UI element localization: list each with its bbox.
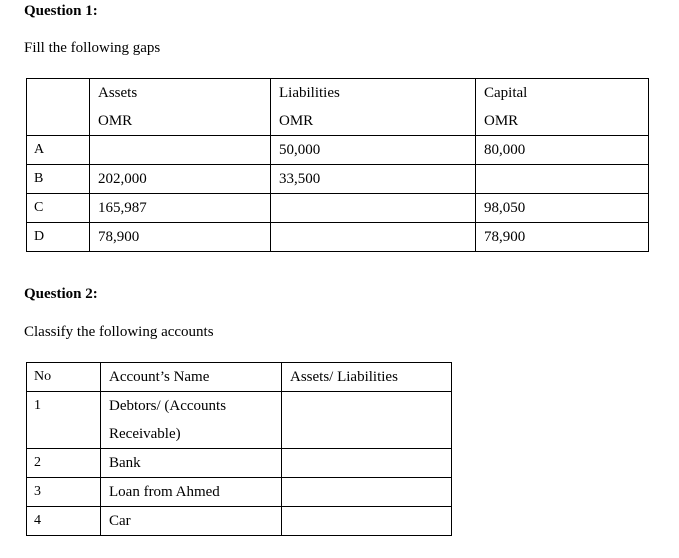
account-name-cell: Car: [101, 507, 282, 536]
account-name-line: Receivable): [109, 426, 181, 442]
assets-cell: [90, 136, 271, 165]
header-capital-title: Capital: [484, 85, 528, 101]
table-row: [27, 449, 452, 478]
classification-cell: [282, 507, 452, 536]
question1-table: [26, 78, 649, 252]
question1-instruction: Fill the following gaps: [24, 40, 161, 56]
header-no: No: [27, 363, 101, 392]
table-row: [27, 478, 452, 507]
table-header-row: [27, 363, 452, 392]
question2-instruction: Classify the following accounts: [24, 324, 214, 340]
capital-cell: [476, 165, 649, 194]
header-liabilities-unit: OMR: [279, 113, 314, 129]
question1-heading: Question 1:: [24, 3, 98, 19]
question2-table: [26, 362, 452, 536]
table-row: [27, 223, 649, 252]
classification-cell: [282, 449, 452, 478]
header-capital: [476, 79, 649, 136]
table-row: [27, 194, 649, 223]
header-liabilities-title: Liabilities: [279, 85, 340, 101]
assets-cell: 78,900: [90, 223, 271, 252]
classification-cell: [282, 392, 452, 449]
account-name-cell: Loan from Ahmed: [101, 478, 282, 507]
account-name-line: Debtors/ (Accounts: [109, 398, 227, 414]
row-label: C: [27, 194, 90, 223]
table-row: [27, 136, 649, 165]
row-number: 3: [27, 478, 101, 507]
table-row: [27, 507, 452, 536]
account-name-cell: [101, 392, 282, 449]
header-capital-unit: OMR: [484, 113, 519, 129]
table-row: [27, 392, 452, 449]
row-number: 2: [27, 449, 101, 478]
row-number: 1: [27, 392, 101, 449]
header-account-name: Account’s Name: [101, 363, 282, 392]
table-header-row: [27, 79, 649, 136]
row-label: B: [27, 165, 90, 194]
liabilities-cell: 50,000: [271, 136, 476, 165]
header-assets-unit: OMR: [98, 113, 133, 129]
header-assets: [90, 79, 271, 136]
capital-cell: 78,900: [476, 223, 649, 252]
question2-heading: Question 2:: [24, 286, 98, 302]
row-number: 4: [27, 507, 101, 536]
capital-cell: 98,050: [476, 194, 649, 223]
header-assets-liabilities: Assets/ Liabilities: [282, 363, 452, 392]
account-name-cell: Bank: [101, 449, 282, 478]
assets-cell: 202,000: [90, 165, 271, 194]
row-label: D: [27, 223, 90, 252]
header-liabilities: [271, 79, 476, 136]
header-label-cell: [27, 79, 90, 136]
capital-cell: 80,000: [476, 136, 649, 165]
classification-cell: [282, 478, 452, 507]
header-assets-title: Assets: [98, 85, 138, 101]
row-label: A: [27, 136, 90, 165]
liabilities-cell: [271, 223, 476, 252]
assets-cell: 165,987: [90, 194, 271, 223]
table-row: [27, 165, 649, 194]
liabilities-cell: [271, 194, 476, 223]
liabilities-cell: 33,500: [271, 165, 476, 194]
